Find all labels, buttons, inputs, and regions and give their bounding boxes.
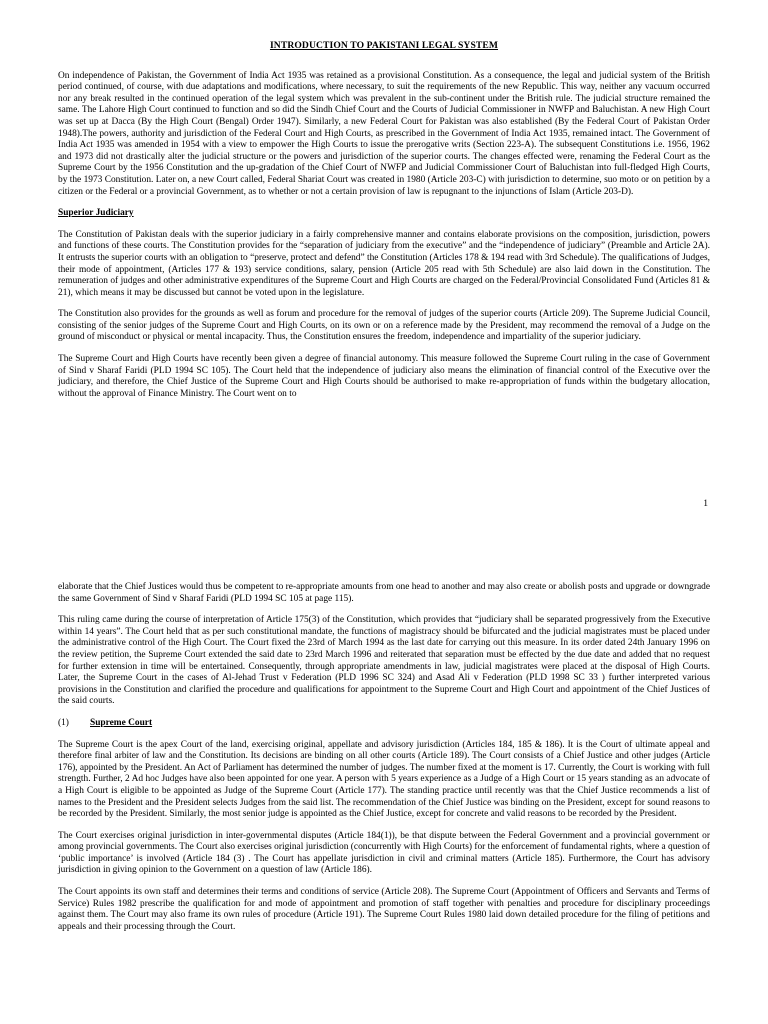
heading-superior-judiciary: Superior Judiciary xyxy=(58,208,134,219)
page-number: 1 xyxy=(703,498,708,509)
heading-number: (1) xyxy=(58,717,69,728)
paragraph-independence: On independence of Pakistan, the Government of India Act 1935 was retained as a provisional Constitution. As a consequence, the legal and judicial system of the British period continued, of course, with due adaptations and modifications, where necessary, to suit the requirements of the new Republic. This way, neither any vacuum occurred nor any break resulted in the continued operation of the legal system which was prevalent in the sub-continent under the British rule. The judicial structure remained the same. The Lahore High Court continued to function and so did the Sindh Chief Court and the Courts of Judicial Commissioner in NWFP and Baluchistan. A new High Court was set up at Dacca (By the High Court (Bengal) Order 1947). Similarly, a new Federal Court for Pakistan was also established (By the Federal Court of Pakistan Order 1948).The powers, authority and jurisdiction of the Federal Court and High Courts, as prescribed in the Government of India Act 1935, remained intact. The Government of India Act 1935 was amended in 1954 with a view to empower the High Courts to issue the prerogative writs (Section 223-A). The subsequent Constitutions i.e. 1956, 1962 and 1973 did not drastically alter the judicial structure or the powers and jurisdiction of the superior courts. The changes effected were, renaming the Federal Court as the Supreme Court by the 1956 Constitution and the up-gradation of the Chief Court of NWFP and Judicial Commissioner Court of Baluchistan into full-fledged High Courts, by the 1973 Constitution. Later on, a new Court called, Federal Shariat Court was created in 1980 (Article 203-C) with jurisdiction to determine, suo moto or on petition by a citizen or the Federal or a provincial Government, as to whether or not a certain provision of law is repugnant to the injunctions of Islam (Article 203-D). xyxy=(58,70,710,197)
paragraph-reappropriation: elaborate that the Chief Justices would thus be competent to re-appropriate amounts from one head to another and may also create or abolish posts and upgrade or downgrade the same Government of Sind v Sharaf Faridi (PLD 1994 SC 105 at page 115). xyxy=(58,582,710,604)
document-page-2 xyxy=(0,568,768,1024)
page-gap xyxy=(0,520,768,568)
paragraph-staff-and-rules: The Court appoints its own staff and determines their terms and conditions of service (Article 208). The Supreme Court (Appointment of Officers and Servants and Terms of Service) Rules 1982 prescribe the qualification for and mode of appointment and promotion of staff together with penalties and procedure for disciplinary proceedings against them. The Court may also frame its own rules of procedure (Article 191). The Supreme Court Rules 1980 laid down detailed procedure for the filing of petitions and appeals and their processing through the Court. xyxy=(58,887,710,932)
paragraph-constitution-judiciary: The Constitution of Pakistan deals with the superior judiciary in a fairly comprehensive manner and contains elaborate provisions on the composition, jurisdiction, powers and functions of these courts. The Constitution provides for the “separation of judiciary from the executive” and the “independence of judiciary” (Preamble and Article 2A). It entrusts the superior courts with an obligation to “preserve, protect and defend” the Constitution (Articles 178 & 194 read with 3rd Schedule). The qualifications of Judges, their mode of appointment, (Articles 177 & 193) service conditions, salary, pension (Article 205 read with 5th Schedule) are also laid down in the Constitution. The remuneration of judges and other administrative expenditures of the Supreme Court and High Courts are charged on the Federal/Provincial Consolidated Fund (Articles 81 & 21), which means it may be discussed but cannot be voted upon in the legislature. xyxy=(58,229,710,298)
document-title: INTRODUCTION TO PAKISTANI LEGAL SYSTEM xyxy=(269,40,499,51)
paragraph-original-jurisdiction: The Court exercises original jurisdiction in inter-governmental disputes (Article 184(1)), be that dispute between the Federal Government and a provincial government or among provincial governments. The Court also exercises original jurisdiction (concurrently with High Courts) for the enforcement of fundamental rights, where a question of ‘public importance’ is involved (Article 184 (3) . The Court has appellate jurisdiction in civil and criminal matters (Article 185). Furthermore, the Court has advisory jurisdiction in giving opinion to the Government on a question of law (Article 186). xyxy=(58,830,710,876)
paragraph-supreme-court-apex: The Supreme Court is the apex Court of the land, exercising original, appellate and advisory jurisdiction (Articles 184, 185 & 186). It is the Court of ultimate appeal and therefore final arbiter of law and the Constitution. Its decisions are binding on all other courts (Article 189). The Court consists of a Chief Justice and other judges (Article 176), appointed by the President. An Act of Parliament has determined the number of judges. The number fixed at the moment is 17. Currently, the Court is working with full strength. Further, 2 Ad hoc Judges have also been appointed for one year. A person with 5 years experience as a Judge of a High Court or 15 years standing as an advocate of a High Court is eligible to be appointed as Judge of the Supreme Court (Article 177). The standing practice until recently was that the Chief Justice recommends a list of names to the President and the President selects Judges from the said list. The recommendation of the Chief Justice was binding on the President, except for sound reasons to be recorded by the President. Similarly, the most senior judge is appointed as the Chief Justice, except for concrete and valid reasons to be recorded by the President. xyxy=(58,739,710,820)
page-2-content xyxy=(58,582,710,943)
heading-supreme-court xyxy=(58,718,710,730)
paragraph-removal-of-judges: The Constitution also provides for the grounds as well as forum and procedure for the removal of judges of the superior courts (Article 209). The Supreme Judicial Council, consisting of the senior judges of the Supreme Court and High Courts, on its own or on a reference made by the President, may recommend the removal of a Judge on the ground of misconduct or physical or mental incapacity. Thus, the Constitution ensures the freedom, independence and impartiality of the superior judiciary. xyxy=(58,309,710,343)
heading-label: Supreme Court xyxy=(90,717,153,728)
paragraph-financial-autonomy: The Supreme Court and High Courts have recently been given a degree of financial autonomy. This measure followed the Supreme Court ruling in the case of Government of Sind v Sharaf Faridi (PLD 1994 SC 105). The Court held that the independence of judiciary also means the elimination of financial control of the Executive over the judiciary, and therefore, the Chief Justice of the Supreme Court and High Courts should be authorised to make re-appropriation of funds within the budgetary allocation, without the approval of Finance Ministry. The Court went on to xyxy=(58,354,710,399)
page-1-content xyxy=(58,40,710,410)
paragraph-article-175: This ruling came during the course of interpretation of Article 175(3) of the Constitution, which provides that “judiciary shall be separated progressively from the Executive within 14 years”. The Court held that as per such constitutional mandate, the functions of magistracy should be bifurcated and the judicial magistrates must be placed under the administrative control of the High Court. The Court fixed the 23rd of March 1994 as the last date for carrying out this measure. In its order dated 24th January 1996 on the review petition, the Supreme Court extended the said date to 23rd March 1996 and reiterated that separation must be effected by the due date and added that no request for further extension in time will be entertained. Consequently, through appropriate amendments in law, judicial magistrates were placed at the disposal of High Courts. Later, the Supreme Court in the cases of Al-Jehad Trust v Federation (PLD 1996 SC 324) and Asad Ali v Federation (PLD 1998 SC 33 ) further interpreted various provisions in the Constitution and clarified the procedure and qualifications for appointment to the Supreme Court and High Court and appointment of the Chief Justices of the said courts. xyxy=(58,615,710,707)
